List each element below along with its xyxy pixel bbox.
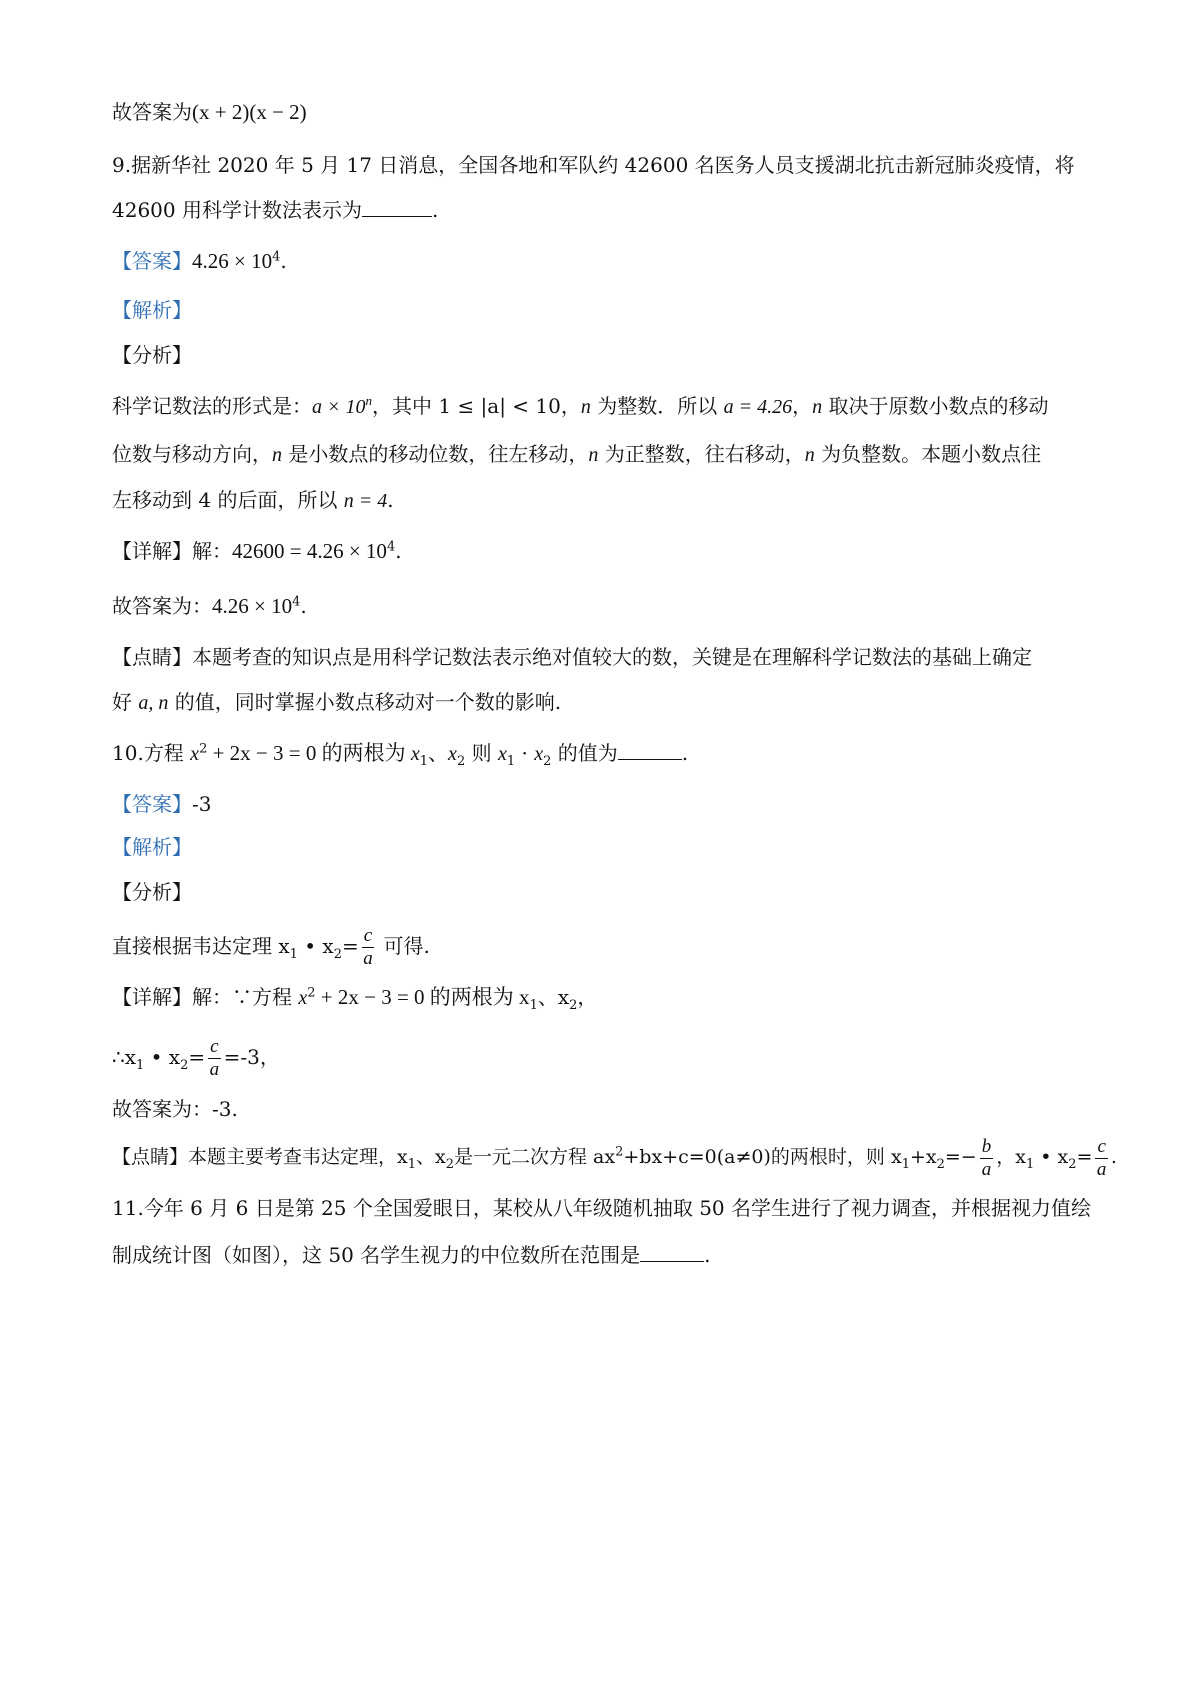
text: ∴x	[112, 1045, 137, 1069]
answer-10	[112, 790, 211, 818]
explanation-9-line-3	[112, 486, 394, 515]
question-text: 据新华社 2020 年 5 月 17 日消息，全国各地和军队约 42600 名医务人员支援湖北抗击新冠肺炎疫情，将	[131, 153, 1075, 177]
question-9-line-1	[112, 151, 1075, 179]
text: +x	[909, 1146, 937, 1168]
text: 的值为	[551, 741, 618, 765]
question-11-line-1	[112, 1194, 1091, 1222]
math-expression: (x + 2)(x − 2)	[192, 100, 307, 124]
text: =-3，	[223, 1045, 280, 1069]
text: 、x	[416, 1146, 446, 1168]
text: 为负整数。本题小数点往	[814, 442, 1042, 466]
text: ，	[792, 394, 813, 418]
math-var: x	[448, 743, 457, 765]
text: 是小数点的移动位数，往左移动，	[282, 442, 589, 466]
text: =−	[944, 1146, 977, 1168]
final-answer-9	[112, 592, 307, 620]
math-var: n = 4	[343, 490, 388, 512]
answer-blank	[618, 741, 682, 760]
question-text: 42600 用科学计数法表示为	[112, 198, 362, 222]
question-10	[112, 739, 688, 768]
subscript: 2	[1068, 1156, 1077, 1172]
punctuation: .	[704, 1243, 711, 1267]
numerator: c	[210, 1036, 219, 1057]
answer-blank	[640, 1243, 704, 1262]
math-expression: 42600 = 4.26 × 10	[232, 539, 387, 563]
punctuation: .	[280, 249, 287, 273]
text: 为正整数，往右移动，	[598, 442, 805, 466]
text: 本题主要考查韦达定理，x	[188, 1146, 408, 1168]
math-var: n	[804, 444, 815, 466]
text: ，	[577, 985, 598, 1009]
exponent: 4	[386, 539, 396, 555]
question-number: 11.	[112, 1196, 144, 1220]
math-operator: ·	[515, 741, 535, 765]
subscript: 1	[901, 1156, 910, 1172]
text: 解：∵方程	[192, 985, 299, 1009]
text: =	[1076, 1146, 1093, 1168]
denominator: a	[209, 1059, 220, 1080]
comment-10	[112, 1127, 1117, 1187]
exponent: 4	[292, 594, 301, 610]
math-var: x	[497, 743, 507, 765]
text: 可得.	[377, 934, 430, 958]
subscript: 2	[543, 754, 552, 769]
question-text: 今年 6 月 6 日是第 25 个全国爱眼日，某校从八年级随机抽取 50 名学生进行了视力调查，并根据视力值绘	[143, 1196, 1092, 1220]
subscript: 1	[136, 1058, 145, 1073]
text: 左移动到 4 的后面，所以	[112, 488, 344, 512]
subscript: 2	[180, 1058, 189, 1073]
question-number: 10.	[112, 741, 144, 765]
text: =	[342, 934, 359, 958]
punctuation: .	[387, 488, 394, 512]
detail-tag: 【详解】	[112, 539, 192, 563]
text: 故答案为：-3.	[112, 1097, 238, 1121]
answer-tag: 【答案】	[112, 792, 192, 816]
subscript: 2	[445, 1156, 455, 1172]
analysis-tag-9: 【解析】	[112, 298, 192, 322]
math-var: n	[580, 396, 591, 418]
comment-tag: 【点睛】	[112, 1146, 189, 1168]
detail-10	[112, 983, 597, 1012]
subscript: 1	[289, 947, 298, 962]
question-text: 制成统计图（如图），这 50 名学生视力的中位数所在范围是	[112, 1243, 641, 1267]
subscript: 2	[569, 998, 578, 1013]
fenxi-tag-9: 【分析】	[112, 343, 192, 367]
detail-tag: 【详解】	[112, 985, 192, 1009]
denominator: a	[1096, 1158, 1107, 1180]
punctuation: .	[431, 198, 439, 222]
exponent: 4	[272, 249, 281, 265]
answer-9	[112, 247, 287, 275]
math-var: x	[298, 987, 308, 1009]
answer-value: -3	[192, 792, 212, 816]
punctuation: .	[1110, 1146, 1117, 1168]
text: 、x	[537, 985, 570, 1009]
math-var: x	[410, 743, 420, 765]
text: 故答案为：	[112, 594, 212, 618]
question-11-line-2	[112, 1241, 711, 1269]
subscript: 1	[419, 754, 429, 769]
math-var: a = 4.26	[723, 396, 793, 418]
fraction	[980, 1136, 994, 1181]
subscript: 1	[1025, 1156, 1035, 1172]
fraction	[1095, 1136, 1107, 1181]
punctuation: .	[681, 741, 689, 765]
exponent: 2	[615, 1144, 624, 1160]
analysis-tag-10: 【解析】	[112, 835, 192, 859]
text: +bx+c=0(a≠0)的两根时，则 x	[623, 1146, 902, 1168]
denominator: a	[363, 948, 373, 969]
text: 科学记数法的形式是：	[112, 394, 312, 418]
final-answer-10	[112, 1095, 238, 1123]
denominator: a	[981, 1158, 992, 1180]
subscript: 2	[936, 1156, 945, 1172]
subscript: 2	[333, 947, 342, 962]
text: 好	[112, 690, 139, 714]
subscript: 1	[506, 754, 516, 769]
math-var: n	[365, 393, 372, 409]
fenxi-tag-10: 【分析】	[112, 880, 192, 904]
text: 本题考查的知识点是用科学记数法表示绝对值较大的数，关键是在理解科学记数法的基础上确定	[192, 645, 1032, 669]
text: 解：	[192, 539, 232, 563]
exponent: 2	[199, 741, 208, 757]
fraction	[362, 925, 374, 970]
question-9-line-2	[112, 196, 438, 224]
explanation-10	[112, 916, 430, 976]
text: 方程	[143, 741, 191, 765]
text: 、	[428, 741, 449, 765]
answer-blank	[362, 198, 432, 217]
comment-tag: 【点睛】	[112, 645, 192, 669]
text: 为整数．所以	[590, 394, 724, 418]
math-var: n	[272, 444, 282, 466]
text: • x	[297, 934, 334, 958]
math-var: n	[588, 444, 599, 466]
answer-tag: 【答案】	[112, 249, 192, 273]
math-var: a × 10	[312, 396, 366, 418]
punctuation: .	[395, 539, 402, 563]
question-number: 9.	[112, 153, 132, 177]
numerator: b	[981, 1135, 992, 1157]
numerator: c	[1097, 1135, 1106, 1157]
text: 的值，同时掌握小数点移动对一个数的影响.	[168, 690, 562, 714]
numerator: c	[363, 925, 373, 946]
text: • x	[1034, 1146, 1069, 1168]
therefore-10	[112, 1027, 280, 1087]
text: 则	[465, 741, 498, 765]
subscript: 2	[456, 754, 466, 769]
math-var: a, n	[138, 692, 169, 714]
subscript: 1	[529, 998, 538, 1013]
math-expression: + 2x − 3 = 0 的两根为	[207, 741, 411, 765]
text: 直接根据韦达定理 x	[112, 934, 290, 958]
math-expression: 4.26 × 10	[212, 594, 293, 618]
text: • x	[144, 1045, 181, 1069]
fraction	[208, 1036, 220, 1081]
text: =	[188, 1045, 206, 1069]
punctuation: .	[300, 594, 307, 618]
answer-line-q8	[112, 98, 307, 126]
comment-9-line-1	[112, 643, 1032, 671]
text: ，x	[996, 1146, 1026, 1168]
math-var: x	[534, 743, 544, 765]
exponent: 2	[307, 985, 316, 1001]
math-expression: + 2x − 3 = 0 的两根为 x	[315, 985, 530, 1009]
detail-9	[112, 537, 402, 565]
explanation-9-line-2	[112, 440, 1041, 469]
text: ，其中 1 ≤ |a| < 10，	[372, 394, 581, 418]
answer-value: 4.26 × 10	[192, 249, 273, 273]
explanation-9-line-1	[112, 392, 1048, 421]
math-var: x	[190, 743, 200, 765]
text: 取决于原数小数点的移动	[822, 394, 1049, 418]
subscript: 1	[407, 1156, 417, 1172]
comment-9-line-2	[112, 688, 561, 717]
text: 故答案为	[112, 100, 192, 124]
text: 是一元二次方程 ax	[454, 1146, 616, 1168]
text: 位数与移动方向，	[112, 442, 272, 466]
math-var: n	[812, 396, 823, 418]
